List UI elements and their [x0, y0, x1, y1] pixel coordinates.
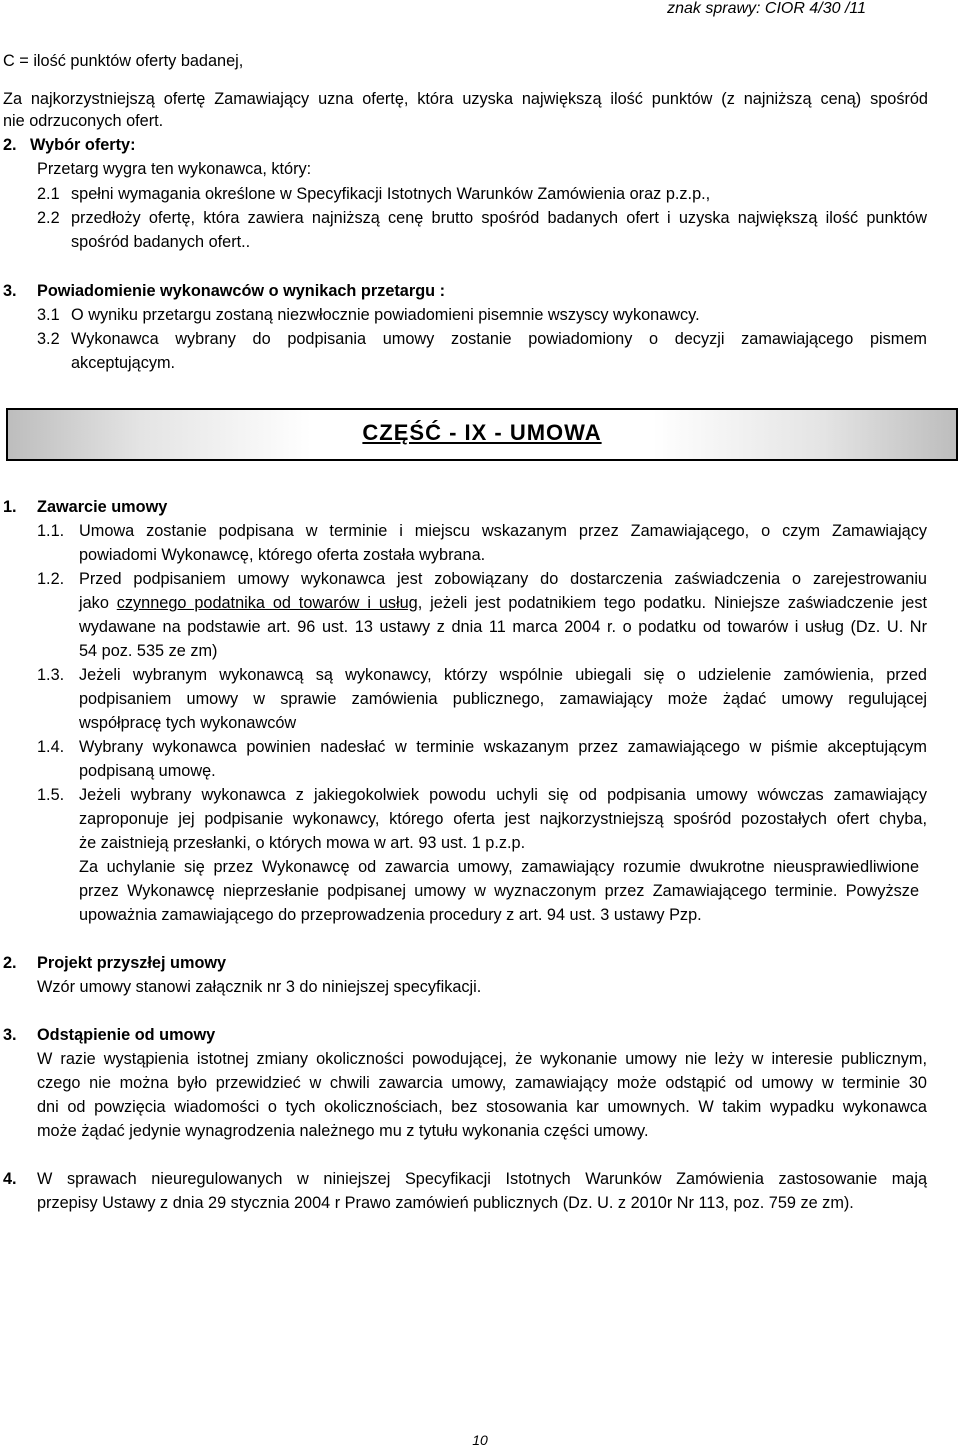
- point-1-2-line-2-prefix: jako: [79, 594, 117, 612]
- umowa-section-4-line-2: przepisy Ustawy z dnia 29 stycznia 2004 r Prawo zamówień publicznych (Dz. U. z 2010r Nr 113, poz. 759 ze zm).: [37, 1194, 854, 1212]
- point-1-5-line-1: Jeżeli wybrany wykonawca z jakiegokolwiek powodu uchyli się od podpisania umowy wówczas zamawiający: [79, 786, 927, 804]
- section-2-title: Wybór oferty:: [30, 136, 136, 154]
- point-1-2-line-3: wydawane na podstawie art. 96 ust. 13 ustawy z dnia 11 marca 2004 r. o podatku od towarów i usług (Dz. U. Nr: [79, 618, 927, 636]
- best-offer-line-1: Za najkorzystniejszą ofertę Zamawiający uzna ofertę, która uzyska największą ilość punktów (z najniższą ceną) spośród: [3, 90, 928, 108]
- point-3-2-line-1: Wykonawca wybrany do podpisania umowy zostanie powiadomiony o decyzji zamawiającego pismem: [71, 330, 927, 348]
- umowa-section-2-title: Projekt przyszłej umowy: [37, 954, 227, 972]
- point-1-5-number: 1.5.: [37, 786, 65, 804]
- point-1-4-line-2: podpisaną umowę.: [79, 762, 216, 780]
- best-offer-line-2: nie odrzuconych ofert.: [3, 112, 164, 130]
- point-3-1-number: 3.1: [37, 306, 60, 324]
- point-1-1-line-2: powiadomi Wykonawcę, którego oferta została wybrana.: [79, 546, 486, 564]
- page-number: 10: [472, 1432, 488, 1448]
- point-3-2-number: 3.2: [37, 330, 60, 348]
- point-1-4-line-1: Wybrany wykonawca powinien nadesłać w terminie wskazanym przez zamawiającego w piśmie akceptującym: [79, 738, 927, 756]
- umowa-section-2-text: Wzór umowy stanowi załącznik nr 3 do niniejszej specyfikacji.: [37, 978, 482, 996]
- umowa-section-4-line-1: W sprawach nieuregulowanych w niniejszej Specyfikacji Istotnych Warunków Zamówienia zastosowanie mają: [37, 1170, 927, 1188]
- point-1-2-line-2-suffix: , jeżeli jest podatnikiem tego podatku. Niniejsze zaświadczenie jest: [417, 594, 927, 612]
- point-1-5-line-5: przez Wykonawcę nieprzesłanie podpisanej umowy w wyznaczonym przez Zamawiającego terminie. Powyższe: [79, 882, 919, 900]
- case-reference: znak sprawy: CIOR 4/30 /11: [667, 0, 866, 17]
- part-banner: [6, 408, 958, 461]
- point-3-1-text: O wyniku przetargu zostaną niezwłocznie powiadomieni pisemnie wszyscy wykonawcy.: [71, 306, 700, 324]
- point-1-3-line-2: podpisaniem umowy w sprawie zamówienia publicznego, zamawiający może żądać umowy regulującej: [79, 690, 927, 708]
- point-2-1-text: spełni wymagania określone w Specyfikacji Istotnych Warunków Zamówienia oraz p.z.p.,: [71, 185, 711, 203]
- part-banner-title: CZĘŚĆ - IX - UMOWA: [362, 420, 602, 445]
- point-2-2-line-1: przedłoży ofertę, która zawiera najniższą cenę brutto spośród badanych ofert i uzyska największą ilość punktów: [71, 209, 927, 227]
- section-2-number: 2.: [3, 136, 17, 154]
- point-1-4-number: 1.4.: [37, 738, 65, 756]
- umowa-section-3-line-4: może żądać jedynie wynagrodzenia należnego mu z tytułu wykonania części umowy.: [37, 1122, 649, 1140]
- section-3-number: 3.: [3, 282, 17, 300]
- section-2-lead: Przetarg wygra ten wykonawca, który:: [37, 160, 312, 178]
- umowa-section-3-line-1: W razie wystąpienia istotnej zmiany okoliczności powodującej, że wykonanie umowy nie leży w interesie publicznym,: [37, 1050, 927, 1068]
- c-definition: C = ilość punktów oferty badanej,: [3, 52, 244, 70]
- point-1-3-line-1: Jeżeli wybranym wykonawcą są wykonawcy, którzy wspólnie ubiegali się o udzielenie zamówienia, przed: [79, 666, 927, 684]
- point-1-2-line-2: [79, 592, 927, 614]
- point-1-3-number: 1.3.: [37, 666, 65, 684]
- point-2-1-number: 2.1: [37, 185, 60, 203]
- point-1-2-line-1: Przed podpisaniem umowy wykonawca jest zobowiązany do dostarczenia zaświadczenia o zarejestrowaniu: [79, 570, 927, 588]
- point-1-5-line-6: upoważnia zamawiającego do przeprowadzenia procedury z art. 94 ust. 3 ustawy Pzp.: [79, 906, 702, 924]
- umowa-section-2-number: 2.: [3, 954, 17, 972]
- umowa-section-4-number: 4.: [3, 1170, 17, 1188]
- point-1-2-line-4: 54 poz. 535 ze zm): [79, 642, 218, 660]
- point-1-5-line-2: zaproponuje jej podpisanie wykonawcy, którego oferta jest najkorzystniejszą spośród pozostałych ofert chyba,: [79, 810, 927, 828]
- umowa-section-3-line-2: czego nie można było przewidzieć w chwili zawarcia umowy, zamawiający może odstąpić od umowy w terminie 30: [37, 1074, 927, 1092]
- point-1-5-line-3: że zaistnieją przesłanki, o których mowa w art. 93 ust. 1 p.z.p.: [79, 834, 526, 852]
- point-2-2-number: 2.2: [37, 209, 60, 227]
- point-1-1-number: 1.1.: [37, 522, 65, 540]
- umowa-section-3-line-3: dni od powzięcia wiadomości o tych okolicznościach, bez stosowania kar umownych. W takim wypadku wykonawca: [37, 1098, 927, 1116]
- section-3-title: Powiadomienie wykonawców o wynikach przetargu :: [37, 282, 446, 300]
- point-1-5-line-4: Za uchylanie się przez Wykonawcę od zawarcia umowy, zamawiający rozumie dwukrotne nieusprawiedliwione: [79, 858, 919, 876]
- umowa-section-3-title: Odstąpienie od umowy: [37, 1026, 216, 1044]
- underlined-taxpayer-phrase: czynnego podatnika od towarów i usług: [116, 594, 418, 612]
- umowa-section-1-number: 1.: [3, 498, 17, 516]
- point-1-2-number: 1.2.: [37, 570, 65, 588]
- umowa-section-1-title: Zawarcie umowy: [37, 498, 168, 516]
- point-1-3-line-3: współpracę tych wykonawców: [79, 714, 297, 732]
- point-2-2-line-2: spośród badanych ofert..: [71, 233, 251, 251]
- umowa-section-3-number: 3.: [3, 1026, 17, 1044]
- point-3-2-line-2: akceptującym.: [71, 354, 176, 372]
- point-1-1-line-1: Umowa zostanie podpisana w terminie i miejscu wskazanym przez Zamawiającego, o czym Zamawiający: [79, 522, 927, 540]
